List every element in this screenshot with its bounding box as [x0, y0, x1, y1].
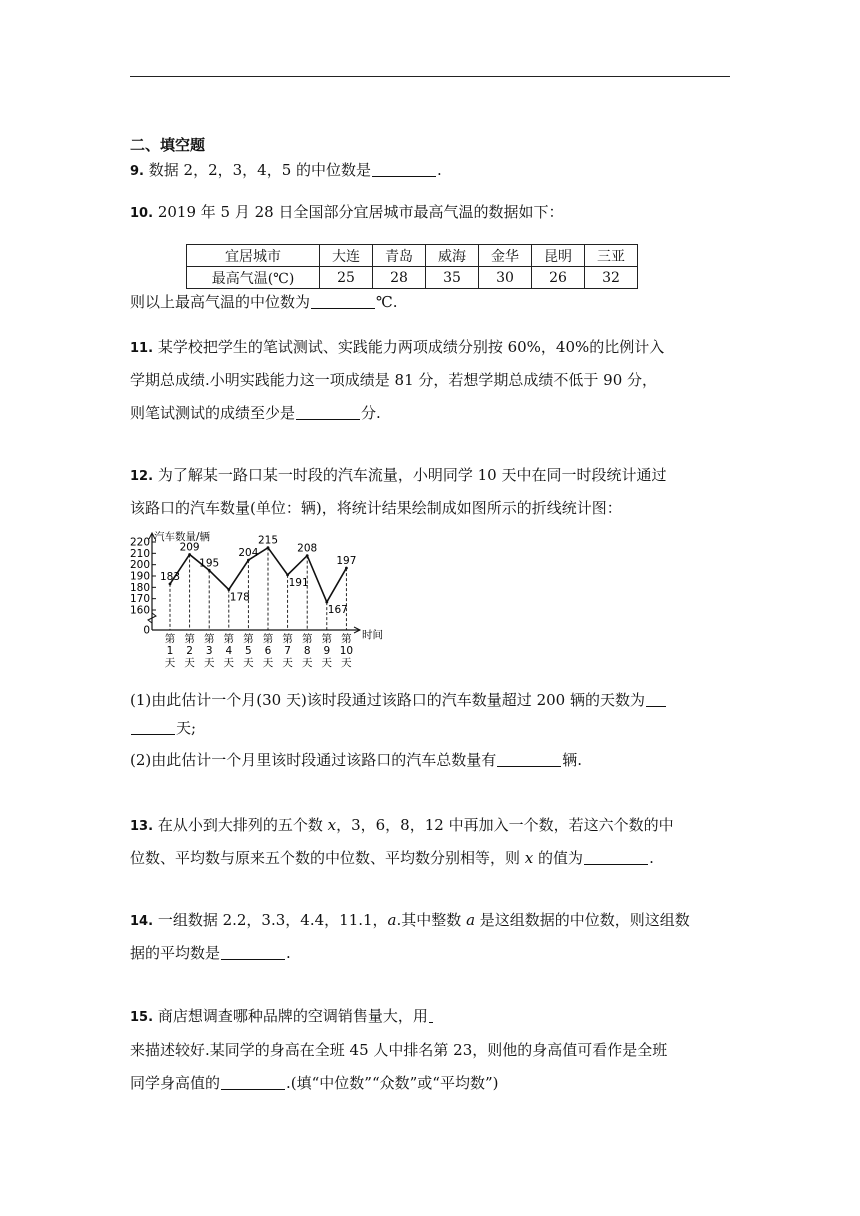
table-row	[187, 267, 638, 289]
row-header: 宜居城市	[187, 245, 320, 267]
row-header: 最高气温(℃)	[187, 267, 320, 289]
data-point	[188, 553, 191, 556]
x-tick-label: 天	[203, 657, 215, 669]
data-label: 191	[288, 576, 309, 589]
x-tick-label: 天	[321, 657, 333, 669]
x-tick-label: 天	[341, 657, 352, 669]
y-tick-label: 170	[129, 593, 150, 606]
data-point	[247, 559, 250, 562]
question-9	[130, 160, 442, 182]
answer-blank[interactable]	[497, 752, 561, 767]
table-cell: 28	[373, 267, 426, 289]
variable-a: a	[387, 911, 397, 929]
x-tick-label: 天	[282, 657, 293, 669]
data-label: 178	[229, 591, 250, 604]
question-13	[130, 815, 674, 837]
question-11-line2: 学期总成绩.小明实践能力这一项成绩是 81 分，若想学期总成绩不低于 90 分，	[130, 371, 658, 389]
question-text: 某学校把学生的笔试测试、实践能力两项成绩分别按 60%，40%的比例计入	[157, 338, 665, 356]
x-tick-label: 1	[166, 645, 174, 657]
question-10-followup	[130, 292, 398, 312]
x-tick-label: 8	[303, 645, 311, 657]
question-text: (1)由此估计一个月(30 天)该时段通过该路口的汽车数量超过 200 辆的天数为	[130, 691, 645, 709]
answer-blank[interactable]	[221, 1075, 285, 1090]
table-cell: 金华	[479, 245, 532, 267]
x-tick-label: 4	[225, 645, 233, 657]
x-tick-label: 第	[223, 633, 235, 645]
y-tick-label: 190	[129, 570, 150, 583]
data-point	[345, 567, 348, 570]
question-number: 12.	[130, 469, 154, 484]
question-text: .其中整数	[396, 911, 462, 929]
question-12-line2: 该路口的汽车数量(单位：辆)，将统计结果绘制成如图所示的折线统计图：	[130, 499, 622, 517]
data-label: 215	[257, 534, 279, 547]
question-text: ，3，6，8，12 中再加入一个数，若这六个数的中	[336, 816, 674, 834]
x-tick-label: 第	[321, 633, 333, 645]
question-text: 商店想调查哪种品牌的空调销售量大，用	[157, 1007, 428, 1025]
data-label: 208	[297, 542, 318, 555]
x-tick-label: 6	[264, 645, 272, 657]
data-label: 195	[199, 557, 220, 570]
question-end: 分.	[361, 404, 381, 422]
question-end: ℃.	[376, 293, 398, 311]
data-point	[286, 573, 289, 576]
question-12-sub1-cont	[130, 718, 196, 738]
question-number: 9.	[130, 164, 144, 179]
question-end: 天;	[176, 719, 197, 737]
data-point	[227, 588, 230, 591]
x-tick-label: 天	[164, 657, 176, 669]
x-axis-label: 时间	[362, 629, 383, 641]
question-text: 在从小到大排列的五个数	[157, 816, 323, 834]
answer-blank[interactable]	[372, 162, 436, 177]
x-tick-label: 天	[262, 657, 274, 669]
table-cell: 30	[479, 267, 532, 289]
x-tick-label: 第	[282, 633, 293, 645]
question-11-line3	[130, 403, 381, 423]
table-cell: 25	[320, 267, 373, 289]
x-tick-label: 7	[284, 645, 291, 657]
data-point	[208, 569, 211, 572]
question-end: 辆.	[562, 751, 583, 769]
question-text: 则以上最高气温的中位数为	[130, 293, 311, 311]
question-number: 14.	[130, 914, 154, 929]
x-tick-label: 天	[243, 657, 254, 669]
question-11	[130, 337, 664, 359]
y-tick-label: 0	[143, 624, 150, 637]
question-text: 据的平均数是	[130, 944, 221, 962]
x-tick-label: 9	[323, 645, 331, 657]
x-tick-label: 第	[243, 633, 254, 645]
question-text: 2019 年 5 月 28 日全国部分宜居城市最高气温的数据如下：	[157, 203, 564, 221]
table-cell: 26	[532, 267, 585, 289]
y-axis-label: 汽车数量/辆	[154, 531, 211, 543]
answer-blank[interactable]	[429, 1008, 433, 1023]
data-label: 167	[327, 604, 348, 617]
question-13-line2	[130, 848, 654, 868]
question-end: .	[649, 849, 654, 867]
x-tick-label: 3	[205, 645, 213, 657]
question-number: 13.	[130, 819, 154, 834]
answer-blank[interactable]	[296, 405, 360, 420]
question-number: 11.	[130, 341, 154, 356]
question-10	[130, 202, 563, 224]
question-12	[130, 465, 666, 487]
traffic-line-chart	[128, 530, 390, 672]
x-tick-label: 5	[245, 645, 252, 657]
x-tick-label: 第	[301, 633, 313, 645]
data-point	[325, 601, 328, 604]
table-cell: 三亚	[585, 245, 638, 267]
question-14	[130, 910, 690, 932]
question-text: 一组数据 2.2，3.3，4.4，11.1，	[157, 911, 388, 929]
temperature-table	[186, 244, 638, 289]
question-number: 15.	[130, 1010, 154, 1025]
data-label: 197	[336, 555, 357, 568]
section-title: 二、填空题	[130, 136, 206, 154]
x-tick-label: 天	[223, 657, 235, 669]
table-cell: 大连	[320, 245, 373, 267]
table-cell: 青岛	[373, 245, 426, 267]
x-tick-label: 第	[203, 633, 215, 645]
variable-x: x	[327, 816, 337, 834]
x-tick-label: 第	[262, 633, 274, 645]
question-15-line2: 来描述较好.某同学的身高在全班 45 人中排名第 23，则他的身高值可看作是全班	[130, 1041, 668, 1059]
data-point	[169, 583, 172, 586]
x-tick-label: 天	[301, 657, 313, 669]
data-point	[306, 554, 309, 557]
question-text: (2)由此估计一个月里该时段通过该路口的汽车总数量有	[130, 751, 497, 769]
variable-a: a	[466, 911, 476, 929]
y-tick-label: 220	[129, 536, 150, 549]
answer-blank[interactable]	[584, 850, 648, 865]
question-15	[130, 1006, 434, 1028]
x-tick-label: 第	[341, 633, 352, 645]
question-end: .	[286, 944, 291, 962]
y-tick-label: 180	[129, 581, 150, 594]
answer-blank[interactable]	[221, 945, 285, 960]
question-number: 10.	[130, 206, 154, 221]
question-15-line3	[130, 1073, 499, 1093]
question-text: 则笔试测试的成绩至少是	[130, 404, 296, 422]
question-end: .	[437, 161, 442, 179]
data-label: 183	[159, 570, 181, 583]
variable-x: x	[524, 849, 534, 867]
x-tick-label: 第	[164, 633, 176, 645]
table-cell: 昆明	[532, 245, 585, 267]
x-tick-label: 天	[184, 657, 195, 669]
question-text: 是这组数据的中位数，则这组数	[479, 911, 690, 929]
y-tick-label: 160	[129, 604, 150, 617]
question-12-sub2	[130, 750, 582, 770]
table-cell: 32	[585, 267, 638, 289]
table-cell: 威海	[426, 245, 479, 267]
top-rule	[130, 76, 730, 77]
answer-blank[interactable]	[131, 720, 175, 735]
answer-blank[interactable]	[646, 692, 666, 707]
question-end: .(填“中位数”“众数”或“平均数”)	[286, 1074, 499, 1092]
data-label: 204	[238, 547, 259, 560]
question-text: 为了解某一路口某一时段的汽车流量，小明同学 10 天中在同一时段统计通过	[157, 466, 667, 484]
x-tick-label: 第	[184, 633, 195, 645]
question-text: 的值为	[538, 849, 584, 867]
question-text: 同学身高值的	[130, 1074, 221, 1092]
x-tick-label: 10	[339, 645, 354, 657]
y-tick-label: 210	[129, 547, 150, 560]
x-tick-label: 2	[186, 645, 193, 657]
question-text: 位数、平均数与原来五个数的中位数、平均数分别相等，则	[130, 849, 521, 867]
table-cell: 35	[426, 267, 479, 289]
data-point	[267, 546, 270, 549]
y-tick-label: 200	[129, 559, 150, 572]
question-12-sub1	[130, 690, 667, 710]
table-row	[187, 245, 638, 267]
question-14-line2	[130, 943, 291, 963]
question-text: 数据 2，2，3，4，5 的中位数是	[148, 161, 372, 179]
answer-blank[interactable]	[311, 294, 375, 309]
data-label: 209	[179, 541, 200, 554]
